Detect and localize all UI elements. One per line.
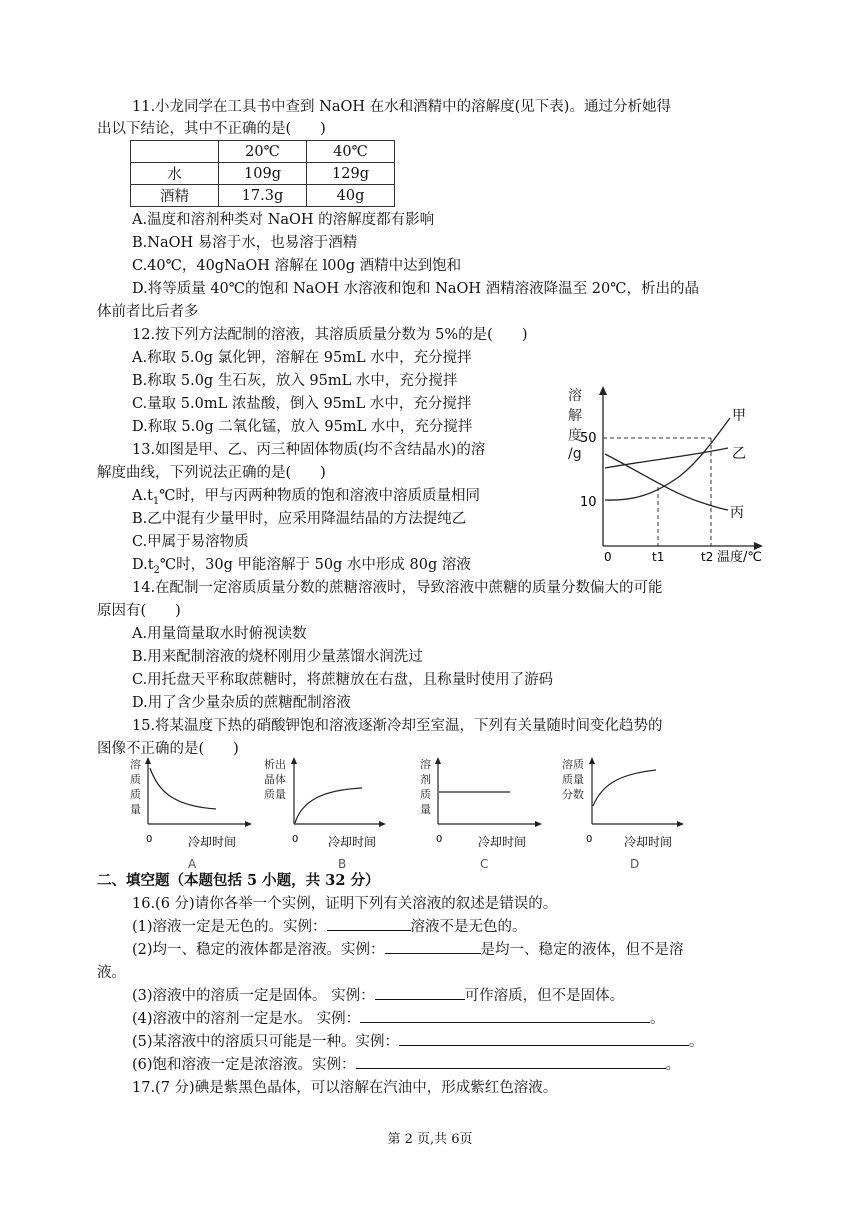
q12-option-b: B.称取 5.0g 生石灰，放入 95mL 水中，充分搅拌 bbox=[132, 373, 458, 389]
graph-d-origin: 0 bbox=[586, 834, 593, 845]
chart-x-tick-t2: t2 bbox=[701, 550, 714, 564]
q16-blank-6[interactable] bbox=[356, 1054, 666, 1069]
q11-option-a: A.温度和溶剂种类对 NaOH 的溶解度都有影响 bbox=[132, 212, 435, 228]
chart-ylabel-char: 溶 bbox=[568, 388, 582, 404]
q11-option-b: B.NaOH 易溶于水，也易溶于酒精 bbox=[132, 235, 358, 251]
table-cell: 129g bbox=[307, 163, 395, 185]
graph-a-y-arrow bbox=[145, 757, 151, 764]
q15-stem-line1: 15.将某温度下热的硝酸钾饱和溶液逐渐冷却至室温，下列有关量随时间变化趋势的 bbox=[132, 718, 663, 734]
q16-blank-5[interactable] bbox=[399, 1031, 689, 1046]
graph-b-ylabel-char: 晶体 bbox=[264, 773, 286, 786]
graph-d-ylabel-char: 分数 bbox=[562, 788, 584, 801]
graph-a-ylabel-char: 量 bbox=[130, 803, 141, 816]
table-cell: 40g bbox=[307, 185, 395, 207]
table-cell: 酒精 bbox=[131, 185, 219, 207]
graph-d-xlabel: 冷却时间 bbox=[624, 835, 673, 849]
table-row bbox=[131, 185, 395, 207]
curve-yi bbox=[605, 448, 728, 468]
q16-item-6-pre: (6)饱和溶液一定是浓溶液。实例： bbox=[132, 1057, 356, 1073]
q16-item-6-post: 。 bbox=[665, 1057, 681, 1073]
chart-ylabel-char: 度 bbox=[568, 428, 582, 444]
q14-option-a: A.用量筒量取水时俯视读数 bbox=[132, 626, 307, 642]
chart-ylabel-char: 解 bbox=[568, 408, 582, 424]
q11-stem-line2: 出以下结论，其中不正确的是( ) bbox=[97, 121, 326, 137]
graph-c bbox=[418, 756, 548, 874]
q13-option-a-pre: A.t bbox=[132, 488, 153, 504]
graph-a-x-arrow bbox=[245, 821, 252, 827]
graph-d-ylabel-char: 溶质 bbox=[562, 758, 584, 771]
q13-option-b: B.乙中混有少量甲时，应采用降温结晶的方法提纯乙 bbox=[132, 511, 467, 527]
chart-origin: 0 bbox=[604, 550, 612, 564]
q16-item-4 bbox=[132, 1008, 665, 1030]
q16-item-2-post: 是均一、稳定的液体，但不是溶 bbox=[480, 942, 684, 958]
graph-a-curve bbox=[150, 768, 216, 809]
q16-blank-4[interactable] bbox=[360, 1008, 650, 1023]
table-cell: 水 bbox=[131, 163, 219, 185]
graph-c-ylabel-char: 溶 bbox=[420, 758, 431, 771]
graph-b-y-arrow bbox=[291, 757, 297, 764]
graph-b-xlabel: 冷却时间 bbox=[328, 835, 377, 849]
q16-item-1-pre: (1)溶液一定是无色的。实例： bbox=[132, 919, 327, 935]
q13-option-d-post: ℃时，30g 甲能溶解于 50g 水中形成 80g 溶液 bbox=[159, 557, 471, 573]
chart-series-jia: 甲 bbox=[732, 408, 746, 424]
q14-option-d: D.用了含少量杂质的蔗糖配制溶液 bbox=[132, 695, 351, 711]
q16-blank-1[interactable] bbox=[327, 916, 411, 931]
chart-ylabel-char: /g bbox=[568, 446, 582, 462]
graph-b bbox=[262, 756, 392, 874]
q16-item-5-pre: (5)某溶液中的溶质只可能是一种。实例： bbox=[132, 1034, 400, 1050]
q16-item-3-post: 可作溶质，但不是固体。 bbox=[464, 988, 625, 1004]
q12-option-a: A.称取 5.0g 氯化钾，溶解在 95mL 水中，充分搅拌 bbox=[132, 350, 472, 366]
table-cell: 17.3g bbox=[219, 185, 307, 207]
graph-c-letter: C bbox=[480, 857, 489, 871]
graph-d-ylabel-char: 质量 bbox=[562, 773, 584, 786]
graph-c-xlabel: 冷却时间 bbox=[478, 835, 527, 849]
table-header-row bbox=[131, 141, 395, 163]
graph-c-x-arrow bbox=[535, 821, 542, 827]
chart-y-tick-10: 10 bbox=[580, 495, 597, 510]
q13-option-c: C.甲属于易溶物质 bbox=[132, 534, 249, 550]
q13-option-d-pre: D.t bbox=[132, 557, 154, 573]
chart-x-arrow bbox=[754, 542, 763, 550]
table-header-cell: 40℃ bbox=[307, 141, 395, 163]
q13-option-d-sub: 2 bbox=[153, 564, 160, 576]
chart-y-arrow bbox=[599, 386, 607, 395]
q13-stem-line2: 解度曲线，下列说法正确的是( ) bbox=[97, 465, 326, 481]
chart-xlabel: 温度/℃ bbox=[717, 550, 762, 565]
graph-b-ylabel-char: 析出 bbox=[264, 758, 286, 771]
q16-item-3 bbox=[132, 985, 624, 1007]
graph-b-ylabel-char: 质量 bbox=[264, 788, 286, 801]
graph-a-xlabel: 冷却时间 bbox=[188, 835, 237, 849]
q16-item-4-post: 。 bbox=[650, 1011, 665, 1027]
q16-item-2-cont: 液。 bbox=[97, 965, 126, 981]
q11-stem-line1: 11.小龙同学在工具书中查到 NaOH 在水和酒精中的溶解度(见下表)。通过分析她得 bbox=[132, 99, 671, 115]
graph-b-letter: B bbox=[338, 857, 347, 871]
q16-item-5-post: 。 bbox=[689, 1034, 704, 1050]
q16-item-5 bbox=[132, 1031, 704, 1053]
q17-stem: 17.(7 分)碘是紫黑色晶体，可以溶解在汽油中，形成紫红色溶液。 bbox=[132, 1080, 558, 1096]
graph-b-x-arrow bbox=[379, 821, 386, 827]
q16-item-4-pre: (4)溶液中的溶剂一定是水。 实例： bbox=[132, 1011, 361, 1027]
graph-b-origin: 0 bbox=[292, 834, 299, 845]
page-footer: 第 2 页,共 6页 bbox=[387, 1132, 473, 1147]
chart-x-tick-t1: t1 bbox=[652, 550, 665, 564]
graph-a-ylabel-char: 质 bbox=[130, 773, 141, 786]
graph-a bbox=[128, 756, 258, 874]
q16-item-1 bbox=[132, 916, 527, 938]
solubility-table bbox=[130, 140, 395, 207]
graph-a-ylabel-char: 质 bbox=[130, 788, 141, 801]
q16-item-1-post: 溶液不是无色的。 bbox=[410, 919, 527, 935]
graph-d bbox=[560, 756, 690, 874]
graph-c-origin: 0 bbox=[436, 834, 443, 845]
q16-stem: 16.(6 分)请你各举一个实例，证明下列有关溶液的叙述是错误的。 bbox=[132, 896, 558, 912]
graph-d-curve bbox=[593, 770, 656, 806]
graph-c-ylabel-char: 剂 bbox=[420, 773, 431, 786]
q16-item-6 bbox=[132, 1054, 680, 1076]
q11-option-d: D.将等质量 40℃的饱和 NaOH 水溶液和饱和 NaOH 酒精溶液降温至 20℃，析出的晶 bbox=[132, 281, 699, 297]
graph-c-y-arrow bbox=[435, 757, 441, 764]
q12-option-d: D.称取 5.0g 二氧化锰，放入 95mL 水中，充分搅拌 bbox=[132, 419, 473, 435]
graph-d-x-arrow bbox=[677, 821, 684, 827]
graph-d-letter: D bbox=[630, 857, 640, 871]
q13-option-a-post: ℃时，甲与丙两种物质的饱和溶液中溶质质量相同 bbox=[159, 488, 481, 504]
graph-c-ylabel-char: 质 bbox=[420, 788, 431, 801]
table-cell: 109g bbox=[219, 163, 307, 185]
graph-a-origin: 0 bbox=[146, 834, 153, 845]
q13-option-a-sub: 1 bbox=[152, 495, 160, 507]
table-header-cell bbox=[131, 141, 219, 163]
q16-blank-3[interactable] bbox=[375, 985, 465, 1000]
graph-b-curve bbox=[295, 788, 362, 823]
q14-stem-line2: 原因有( ) bbox=[97, 603, 181, 619]
q15-stem-line2: 图像不正确的是( ) bbox=[97, 741, 239, 757]
graph-a-letter: A bbox=[188, 857, 197, 871]
graph-d-y-arrow bbox=[589, 757, 595, 764]
q16-item-2 bbox=[132, 939, 684, 961]
q16-item-3-pre: (3)溶液中的溶质一定是固体。 实例： bbox=[132, 988, 375, 1004]
q14-option-c: C.用托盘天平称取蔗糖时，将蔗糖放在右盘，且称量时使用了游码 bbox=[132, 672, 554, 688]
q16-blank-2[interactable] bbox=[385, 939, 481, 954]
q14-stem-line1: 14.在配制一定溶质质量分数的蔗糖溶液时，导致溶液中蔗糖的质量分数偏大的可能 bbox=[132, 580, 663, 596]
table-row bbox=[131, 163, 395, 185]
chart-series-bing: 丙 bbox=[730, 505, 744, 521]
graph-a-ylabel-char: 溶 bbox=[130, 758, 141, 771]
solubility-curve-chart bbox=[560, 380, 770, 572]
q16-item-2-pre: (2)均一、稳定的液体都是溶液。实例： bbox=[132, 942, 385, 958]
q13-stem-line1: 13.如图是甲、乙、丙三种固体物质(均不含结晶水)的溶 bbox=[132, 442, 486, 458]
table-header-cell: 20℃ bbox=[219, 141, 307, 163]
graph-c-ylabel-char: 量 bbox=[420, 803, 431, 816]
q11-option-c: C.40℃，40gNaOH 溶解在 l00g 酒精中达到饱和 bbox=[132, 258, 462, 274]
q14-option-b: B.用来配制溶液的烧杯刚用少量蒸馏水润洗过 bbox=[132, 649, 423, 665]
q11-option-d-cont: 体前者比后者多 bbox=[97, 304, 199, 320]
curve-bing bbox=[605, 454, 728, 510]
chart-series-yi: 乙 bbox=[732, 446, 746, 462]
q12-option-c: C.量取 5.0mL 浓盐酸，倒入 95mL 水中，充分搅拌 bbox=[132, 396, 472, 412]
chart-y-tick-50: 50 bbox=[580, 431, 597, 446]
q12-stem: 12.按下列方法配制的溶液，其溶质质量分数为 5%的是( ) bbox=[132, 327, 528, 343]
section2-title: 二、填空题（本题包括 5 小题，共 32 分） bbox=[97, 872, 380, 889]
